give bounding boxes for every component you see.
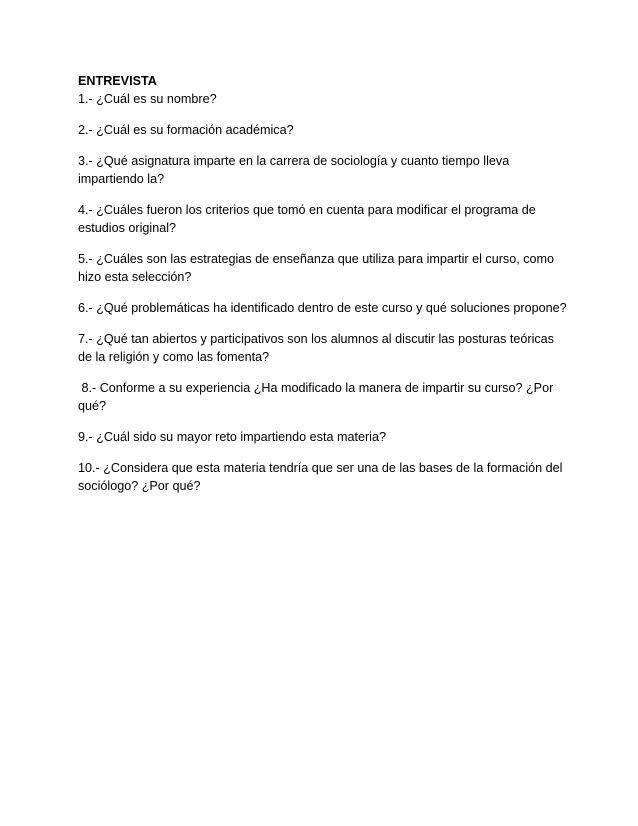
question-3: 3.- ¿Qué asignatura imparte en la carrera de sociología y cuanto tiempo lleva impartiendo la?: [78, 154, 510, 186]
question-5: 5.- ¿Cuáles son las estrategias de enseñanza que utiliza para impartir el curso, como hizo esta selección?: [78, 252, 555, 284]
question-7: 7.- ¿Qué tan abiertos y participativos son los alumnos al discutir las posturas teóricas de la religión y como las fomenta?: [78, 332, 554, 364]
document-title: ENTREVISTA: [78, 74, 157, 88]
question-1: 1.- ¿Cuál es su nombre?: [78, 92, 217, 106]
document-content: [78, 72, 568, 508]
question-8: 8.- Conforme a su experiencia ¿Ha modificado la manera de impartir su curso? ¿Por qué?: [78, 381, 557, 413]
question-10: 10.- ¿Considera que esta materia tendría que ser una de las bases de la formación del sociólogo? ¿Por qué?: [78, 461, 563, 493]
question-6: 6.- ¿Qué problemáticas ha identificado dentro de este curso y qué soluciones propone?: [78, 301, 567, 315]
question-2: 2.- ¿Cuál es su formación académica?: [78, 123, 294, 137]
question-9: 9.- ¿Cuál sido su mayor reto impartiendo esta materia?: [78, 430, 386, 444]
question-4: 4.- ¿Cuáles fueron los criterios que tomó en cuenta para modificar el programa de estudios original?: [78, 203, 536, 235]
